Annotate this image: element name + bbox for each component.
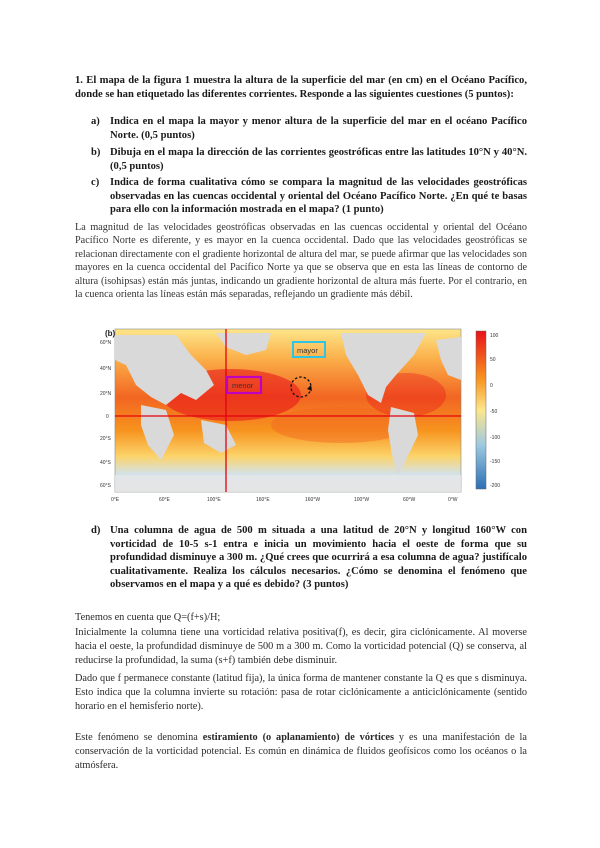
lon-label: 160°W — [305, 497, 321, 503]
text-run-bold: estiramiento (o aplanamiento) de vórtices — [202, 732, 394, 743]
colorbar-label: -200 — [490, 483, 501, 489]
sea-surface-height-map — [96, 325, 508, 513]
lat-label: 40°N — [100, 366, 112, 372]
colorbar-label: -100 — [490, 435, 501, 441]
lon-label: 0°W — [448, 497, 458, 503]
mayor-label: mayor — [297, 346, 318, 355]
colorbar-label: 50 — [490, 357, 496, 363]
lat-label: 0 — [106, 414, 109, 420]
text-run: Este fenómeno se denomina — [75, 732, 203, 743]
question-1c — [91, 176, 527, 217]
lon-label: 100°E — [207, 497, 221, 503]
text-run: y es una manifestación de la conservación de la vorticidad potencial. Es común en dinámica de fluidos geofísicos como los océanos o la atmósfera. — [75, 732, 527, 772]
item-label: b) — [91, 147, 101, 158]
lon-label: 0°E — [111, 497, 120, 503]
item-label: d) — [91, 525, 101, 536]
menor-label: menor — [232, 381, 254, 390]
question-1d — [91, 524, 527, 592]
answer-d-paragraph-2: Dado que f permanece constante (latitud fija), la única forma de mantener constante la Q es que s disminuya. Esto indica que la columna invierte su rotación: pasa de rotar ciclónicamente a anticiclónicamente (sentido horario en el hemisferio norte). — [75, 673, 527, 713]
colorbar-label: 0 — [490, 383, 493, 389]
lon-label: 60°W — [403, 497, 416, 503]
question-1b — [91, 146, 527, 173]
lon-label: 60°E — [159, 497, 170, 503]
item-text: Indica de forma cualitativa cómo se compara la magnitud de las velocidades geostróficas observadas en las cuencas occidental y oriental del Océano Pacífico Norte. ¿En qué te basas para ello con la información mostrada en el mapa? (1 punto) — [110, 177, 527, 216]
lon-label: 100°W — [354, 497, 370, 503]
answer-d-formula: Tenemos en cuenta que Q=(f+s)/H; — [75, 612, 221, 623]
panel-label: (b) — [105, 329, 116, 338]
lat-label: 20°S — [100, 436, 111, 442]
question-1a — [91, 115, 527, 142]
colorbar-label: -50 — [490, 409, 498, 415]
item-label: c) — [91, 177, 100, 188]
item-text: Una columna de agua de 500 m situada a una latitud de 20°N y longitud 160°W con vorticidad de 10-5 s-1 entra e inicia un movimiento hacia el oeste de forma que su profundidad disminuye a 300 m. ¿Qué crees que ocurrirá a esa columna de agua? justifícalo cualitativamente. Realiza los cálculos necesarios. ¿Cómo se denomina el fenómeno que observamos en el mapa y a qué es debido? (3 puntos) — [110, 525, 527, 591]
answer-d-paragraph-3 — [75, 731, 527, 774]
lat-label: 60°S — [100, 483, 111, 489]
lon-label: 160°E — [256, 497, 270, 503]
colorbar — [476, 331, 486, 489]
antarctic-region — [115, 475, 461, 492]
lat-label: 40°S — [100, 460, 111, 466]
colorbar-label: -150 — [490, 459, 501, 465]
answer-d-paragraph-1: Inicialmente la columna tiene una vorticidad relativa positiva(f), es decir, gira ciclónicamente. Al moverse hacia el oeste, la profundidad disminuye de 500 m a 300 m. Como la vorticidad potencial (Q) se conserva, al reducirse la profundidad, la suma (s+f) también debe disminuir. — [75, 627, 527, 667]
item-text: Dibuja en el mapa la dirección de las corrientes geostróficas entre las latitudes 10°N y 40°N. (0,5 puntos) — [110, 147, 527, 172]
question-1-intro: 1. El mapa de la figura 1 muestra la altura de la superficie del mar (en cm) en el Océano Pacífico, donde se han etiquetado las diferentes corrientes. Responde a las siguientes cuestiones (5 puntos): — [75, 75, 527, 100]
item-text: Indica en el mapa la mayor y menor altura de la superficie del mar en el océano Pacífico Norte. (0,5 puntos) — [110, 116, 527, 141]
lat-label: 20°N — [100, 391, 112, 397]
answer-c: La magnitud de las velocidades geostróficas observadas en las cuencas occidental y oriental del Océano Pacífico Norte es diferente, y es mayor en la cuenca occidental. Dado que las velocidades geostróficas se relacionan directamente con el gradiente horizontal de altura del mar, se puede afirmar que las velocidades son mayores en la cuenca occidental del Pacífico Norte ya que se observa que en esta las líneas de contorno de altura (isohipsas) están más juntas, indicando un gradiente horizontal de altura más fuerte. Por el contrario, en la cuenca orienta las líneas están más separadas, reflejando un gradiente más débil. — [75, 222, 527, 301]
colorbar-label: 100 — [490, 333, 499, 339]
item-label: a) — [91, 116, 100, 127]
lat-label: 60°N — [100, 340, 112, 346]
